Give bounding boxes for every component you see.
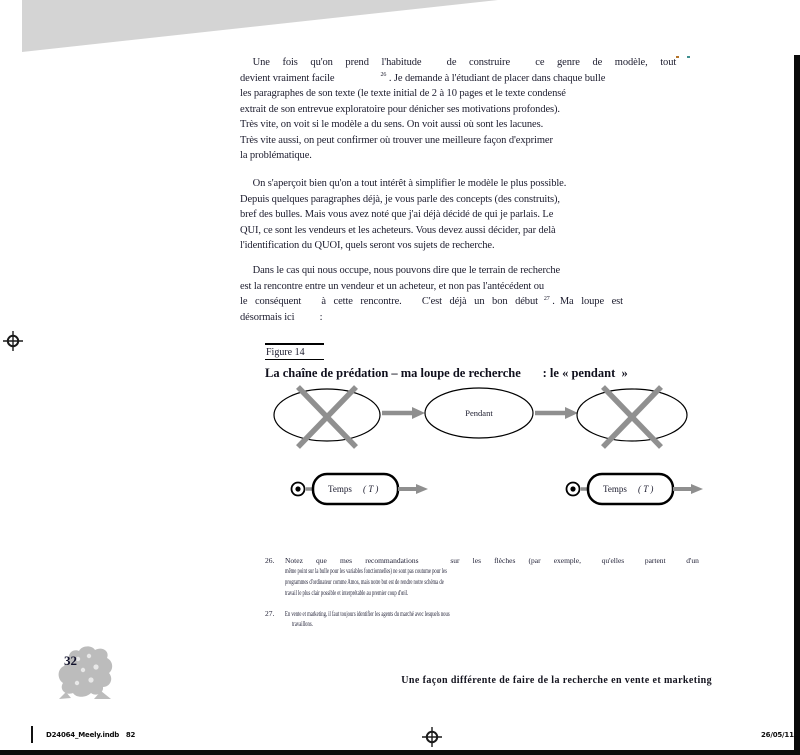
page-number: 32 (64, 653, 77, 668)
text-line: le conséquent à cette rencontre. C'est déjà un bon début $^{27}$ . Ma loupe est (240, 295, 623, 307)
predation-chain-diagram (255, 383, 705, 515)
corner-scan-wedge (22, 0, 498, 52)
flow-arrow (535, 407, 578, 419)
text-line: l'identification du QUOI, quels seront vos sujets de recherche. (240, 240, 495, 251)
pendant-label: Pendant (465, 408, 493, 418)
temps-var-label: ( T ) (363, 484, 379, 494)
dust-speck (687, 56, 690, 58)
paragraph-3 (240, 263, 712, 325)
text-line: Très vite, on voit si le modèle a du sens. On voit aussi où sont les lacunes. (240, 119, 544, 130)
text-line: désormais ici : (240, 311, 323, 323)
temps-var-label: ( T ) (638, 484, 654, 494)
footnote-ref-26: 26 (380, 72, 387, 78)
dust-speck (676, 56, 679, 58)
text-line: Très vite aussi, on peut confirmer où trouver une meilleure façon d'exprimer (240, 134, 553, 146)
figure-title: La chaîne de prédation – ma loupe de recherche : le « pendant » (265, 366, 628, 380)
figure-label: Figure 14 (265, 343, 324, 360)
text-line: les paragraphes de son texte (le texte initial de 2 à 10 pages et le texte condensé (240, 88, 566, 99)
frog-graphic (56, 643, 116, 701)
temps-label: Temps (328, 484, 352, 494)
footnote-line: travaillons. (292, 619, 313, 628)
temps-node (588, 474, 673, 504)
page-edge-right (794, 55, 800, 755)
crop-mark (31, 726, 33, 743)
page-edge-bottom (0, 750, 800, 755)
text-line: la problématique. (240, 150, 312, 161)
time-origin-icon (292, 483, 305, 496)
footnote-26 (265, 556, 725, 598)
footnote-number: 27. (265, 609, 275, 618)
footnote-27 (265, 609, 725, 629)
registration-mark-icon (3, 331, 23, 351)
temps-label: Temps (603, 484, 627, 494)
text-line: Depuis quelques paragraphes déjà, je vous parle des concepts (des construits), (240, 193, 560, 205)
footnote-number: 26. (265, 556, 275, 565)
text-line: est la rencontre entre un vendeur et un acheteur, et non pas l'antécédent ou (240, 280, 545, 292)
footnote-line: En vente et marketing, il faut toujours identifier les agents du marché avec lesquels nous (285, 609, 450, 618)
print-date: 26/05/11 (761, 731, 794, 739)
footnote-line: Notez que mes recommandations sur les flèches (par exemple, qu'elles partent d'un (285, 556, 699, 565)
time-arrow (398, 484, 428, 494)
text-line: extrait de son entrevue exploratoire pour dénicher ses motivations profondes). (240, 103, 560, 115)
footnote-line: programmes d'ordinateur comme Amos, mais notre but est de rendre notre schéma de (285, 577, 444, 586)
footnote-ref-27: 27 (543, 295, 550, 302)
file-info: D24064_Meely.indb 82 (46, 731, 136, 739)
text-line: QUI, ce sont les vendeurs et les acheteurs. Vous devez aussi décider, par delà (240, 224, 556, 236)
text-line: On s'aperçoit bien qu'on a tout intérêt à simplifier le modèle le plus possible. (240, 178, 567, 189)
temps-node (313, 474, 398, 504)
footnote-line: travail le plus clair possible et interprétable au premier coup d'œil. (285, 588, 409, 597)
text-line: Une fois qu'on prend l'habitude de construire ce genre de modèle, tout (240, 57, 677, 68)
registration-mark-icon (422, 727, 442, 747)
time-arrow (673, 484, 703, 494)
time-origin-icon (567, 483, 580, 496)
text-line: devient vraiment facile $^{26}$ . Je demande à l'étudiant de placer dans chaque bulle (240, 72, 606, 84)
paragraph-1 (240, 55, 712, 164)
text-line: bref des bulles. Mais vous avez noté que j'ai déjà décidé de qui je parlais. Le (240, 209, 554, 220)
running-title: Une façon différente de faire de la recherche en vente et marketing (401, 675, 712, 686)
text-line: Dans le cas qui nous occupe, nous pouvons dire que le terrain de recherche (240, 265, 561, 276)
footnote-line: même point sur la bulle pour les variables fonctionnelles) ne sont pas coutume pour les (285, 566, 447, 575)
flow-arrow (382, 407, 425, 419)
paragraph-2 (240, 176, 712, 254)
